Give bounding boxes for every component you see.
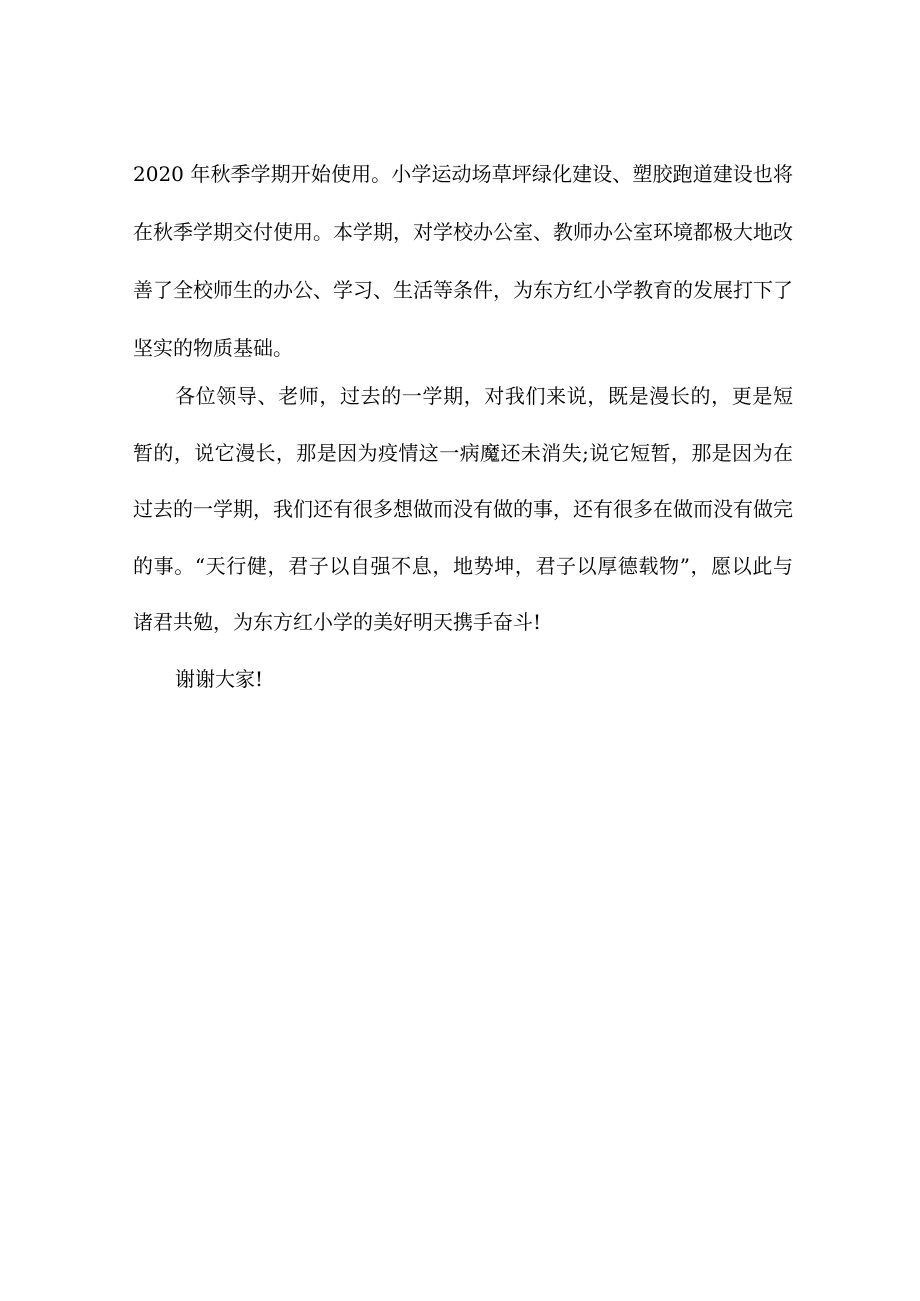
paragraph-1-line-1: 2020 年秋季学期开始使用。小学运动场草坪绿化建设、塑胶跑道建设也将 xyxy=(133,162,793,186)
paragraph-1-line-2: 在秋季学期交付使用。本学期，对学校办公室、教师办公室环境都极大地改 xyxy=(133,220,793,244)
paragraph-2-line-3: 过去的一学期，我们还有很多想做而没有做的事，还有很多在做而没有做完 xyxy=(133,497,793,521)
paragraph-2-line-4: 的事。“天行健，君子以自强不息，地势坤，君子以厚德载物”，愿以此与 xyxy=(133,554,793,578)
paragraph-1-line-4: 坚实的物质基础。 xyxy=(133,336,293,360)
paragraph-2-line-1: 各位领导、老师，过去的一学期，对我们来说，既是漫长的，更是短 xyxy=(175,384,793,408)
paragraph-2-line-5: 诸君共勉，为东方红小学的美好明天携手奋斗! xyxy=(133,610,542,634)
paragraph-1-line-3: 善了全校师生的办公、学习、生活等条件，为东方红小学教育的发展打下了 xyxy=(133,278,793,302)
closing-line: 谢谢大家! xyxy=(175,667,264,691)
paragraph-2-line-2: 暂的，说它漫长，那是因为疫情这一病魔还未消失;说它短暂，那是因为在 xyxy=(133,441,793,465)
